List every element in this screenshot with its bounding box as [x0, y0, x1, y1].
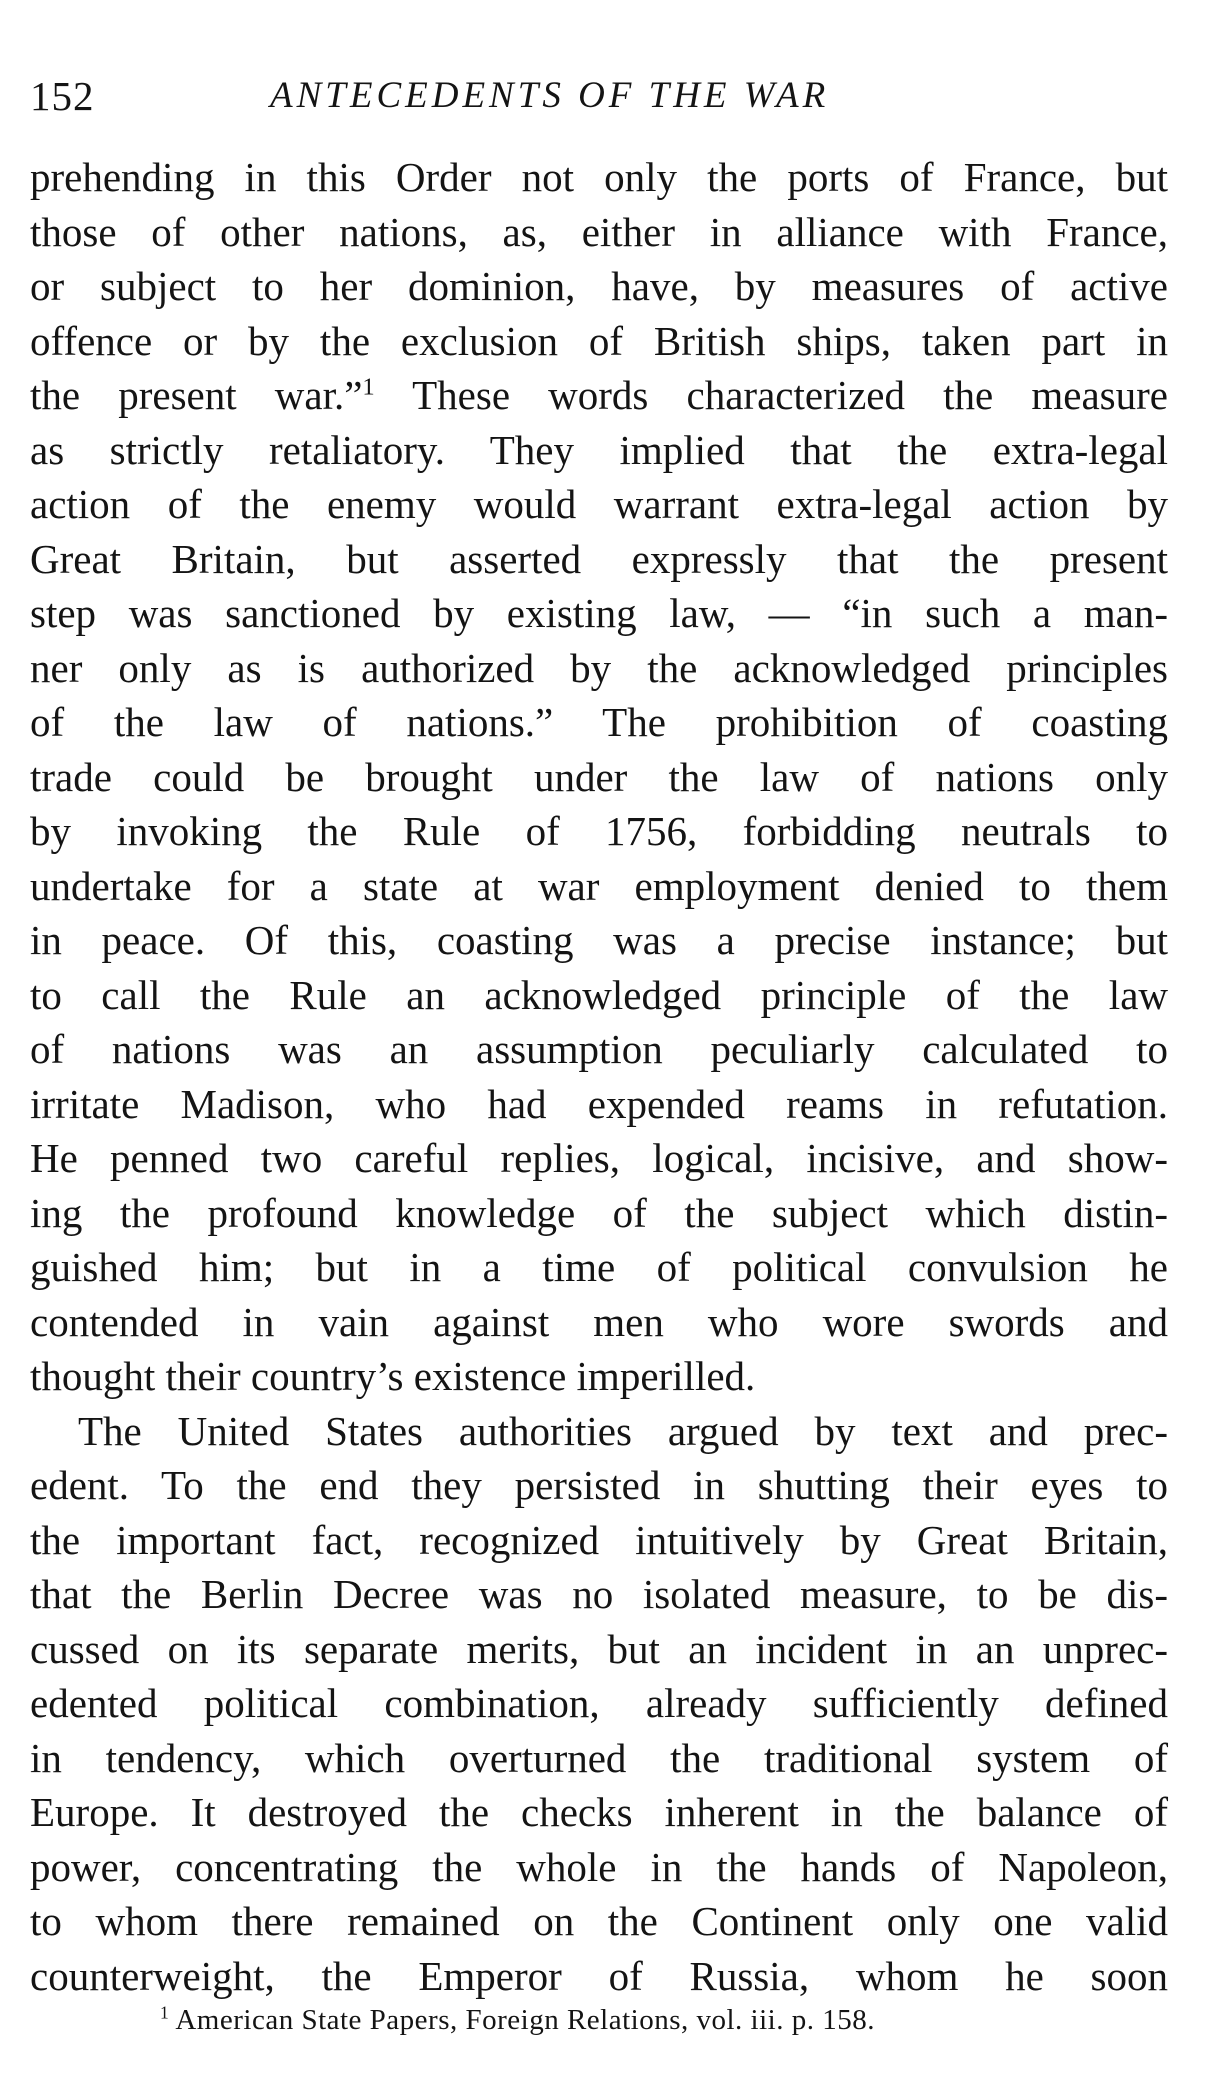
text-line: trade could be brought under the law of nations only: [30, 753, 1168, 800]
text-line: of the law of nations.” The prohibition of coasting: [30, 699, 1168, 745]
text-line: in peace. Of this, coasting was a precise instance; but: [30, 917, 1168, 963]
text-line: prehending in this Order not only the ports of France, but: [30, 154, 1168, 200]
text-line: the important fact, recognized intuitively by Great Britain,: [30, 1516, 1168, 1563]
text-line: cussed on its separate merits, but an incident in an unprec-: [30, 1625, 1168, 1672]
text-line-with-footnote-ref: [30, 368, 1168, 423]
text-line: The United States authorities argued by text and prec-: [78, 1407, 1168, 1454]
text-line: Europe. It destroyed the checks inherent in the balance of: [30, 1789, 1168, 1835]
text-line: by invoking the Rule of 1756, forbidding neutrals to: [30, 808, 1168, 854]
text-line: undertake for a state at war employment denied to them: [30, 862, 1168, 909]
text-line: those of other nations, as, either in alliance with France,: [30, 208, 1168, 255]
footnote-marker: 1: [160, 2002, 170, 2023]
page-number: 152: [30, 73, 95, 119]
text-line: as strictly retaliatory. They implied that the extra-legal: [30, 426, 1168, 473]
text-line: that the Berlin Decree was no isolated measure, to be dis-: [30, 1571, 1168, 1617]
text-fragment: the present war.”: [30, 372, 363, 418]
text-line: edented political combination, already sufficiently defined: [30, 1680, 1168, 1726]
text-line: of nations was an assumption peculiarly calculated to: [30, 1026, 1168, 1072]
text-line: counterweight, the Emperor of Russia, whom he soon: [30, 1952, 1168, 1999]
footnote-reference: 1: [362, 373, 375, 401]
body-text: [30, 150, 1168, 2003]
running-title: ANTECEDENTS OF THE WAR: [270, 75, 830, 116]
text-line: step was sanctioned by existing law, — “in such a man-: [30, 590, 1168, 636]
text-line: in tendency, which overturned the traditional system of: [30, 1734, 1168, 1781]
text-line: to whom there remained on the Continent only one valid: [30, 1898, 1168, 1944]
text-line: edent. To the end they persisted in shutting their eyes to: [30, 1462, 1168, 1508]
text-line: contended in vain against men who wore swords and: [30, 1298, 1168, 1345]
text-line: action of the enemy would warrant extra-legal action by: [30, 481, 1168, 527]
footnote: [160, 2000, 875, 2040]
text-line: He penned two careful replies, logical, incisive, and show-: [30, 1135, 1168, 1181]
text-line: Great Britain, but asserted expressly that the present: [30, 535, 1168, 582]
text-line: offence or by the exclusion of British ships, taken part in: [30, 317, 1168, 364]
running-head: [30, 66, 1160, 126]
footnote-text: American State Papers, Foreign Relations, vol. iii. p. 158.: [175, 2004, 875, 2036]
text-line: to call the Rule an acknowledged principle of the law: [30, 971, 1168, 1018]
text-line: irritate Madison, who had expended reams in refutation.: [30, 1080, 1168, 1127]
text-line: or subject to her dominion, have, by measures of active: [30, 263, 1168, 309]
text-fragment: These words characterized the measure: [412, 372, 1168, 418]
text-line: thought their country’s existence imperilled.: [30, 1353, 756, 1399]
text-line: ner only as is authorized by the acknowledged principles: [30, 644, 1168, 691]
text-line: guished him; but in a time of political convulsion he: [30, 1244, 1168, 1290]
text-line: power, concentrating the whole in the hands of Napoleon,: [30, 1843, 1168, 1890]
text-line: ing the profound knowledge of the subject which distin-: [30, 1189, 1168, 1236]
